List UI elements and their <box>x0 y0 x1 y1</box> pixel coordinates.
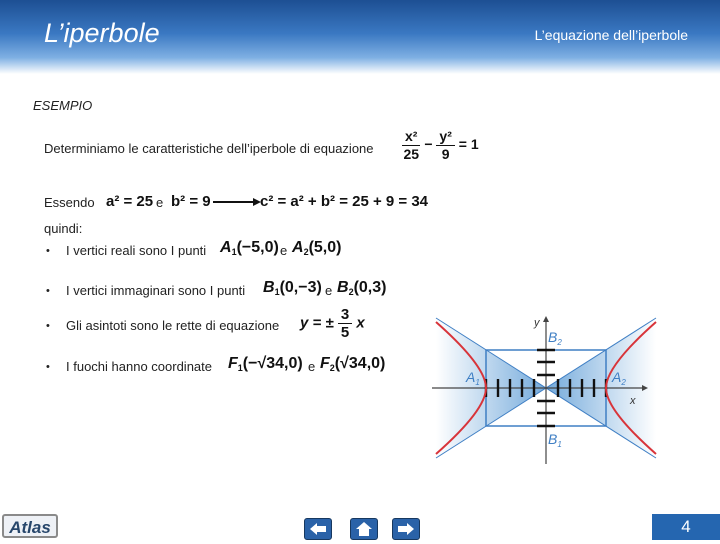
intro-text: Determiniamo le caratteristiche dell’iperbole di equazione <box>44 141 374 156</box>
forward-button[interactable] <box>392 518 420 540</box>
bullet-symbol: • <box>46 361 50 373</box>
header-banner <box>0 0 720 74</box>
graph-label-A1: $A_1$ <box>466 369 480 387</box>
bullet-symbol: • <box>46 285 50 297</box>
vertex-B2: $B_2(0,3)$ <box>337 279 387 297</box>
vertex-A2: $A_2(5,0)$ <box>292 239 342 257</box>
c-squared: c² = a² + b² = 25 + 9 = 34 <box>260 193 429 210</box>
bullet-symbol: • <box>46 320 50 332</box>
graph-label-B1: $B_1$ <box>548 431 562 449</box>
graph-label-A2: $A_2$ <box>612 369 626 387</box>
home-button[interactable] <box>350 518 378 540</box>
bullet-symbol: • <box>46 245 50 257</box>
vertex-A1: $A_1(-5,0)$ <box>220 239 279 257</box>
and-text-3: e <box>325 283 333 298</box>
hyperbola-graph <box>430 312 662 468</box>
graph-y-label: y <box>534 317 540 329</box>
section-label: ESEMPIO <box>33 98 93 113</box>
atlas-logo: Atlas <box>2 514 58 538</box>
bullet-real-vertices: I vertici reali sono I punti <box>66 243 207 258</box>
hyperbola-equation: $\frac{\text{x²}}{25}$ − $\frac{\text{y²}}{9}$ = 1 <box>403 128 479 162</box>
page-title: L’iperbole <box>44 18 160 48</box>
forward-arrow-icon <box>393 519 419 539</box>
bullet-asymptotes: Gli asintoti sono le rette di equazione <box>66 318 280 333</box>
and-text-4: e <box>308 359 316 374</box>
vertex-B1: $B_1(0,-3)$ <box>263 279 322 297</box>
b-squared: b² = 9 <box>171 193 211 210</box>
bullet-foci: I fuochi hanno coordinate <box>66 359 212 374</box>
page-subtitle: L’equazione dell’iperbole <box>534 27 688 43</box>
focus-F2: $F_2(√34,0)$ <box>320 355 386 373</box>
back-arrow-icon <box>305 519 331 539</box>
and-text-1: e <box>156 195 164 210</box>
home-icon <box>351 519 377 539</box>
y-axis-arrow-icon <box>543 316 549 322</box>
essendo-text: Essendo <box>44 195 95 210</box>
implies-arrow-icon <box>213 197 261 207</box>
back-button[interactable] <box>304 518 332 540</box>
and-text-2: e <box>280 243 288 258</box>
quindi-text: quindi: <box>44 221 83 236</box>
asymptote-equation: y = ± $\frac{3}{5}$ x <box>300 306 365 341</box>
page-number: 4 <box>652 514 720 540</box>
graph-label-B2: $B_2$ <box>548 329 562 347</box>
graph-x-label: x <box>630 395 636 407</box>
focus-F1: $F_1(-√34,0)$ <box>228 355 303 373</box>
a-squared: a² = 25 <box>106 193 154 210</box>
bullet-imaginary-vertices: I vertici immaginari sono I punti <box>66 283 246 298</box>
